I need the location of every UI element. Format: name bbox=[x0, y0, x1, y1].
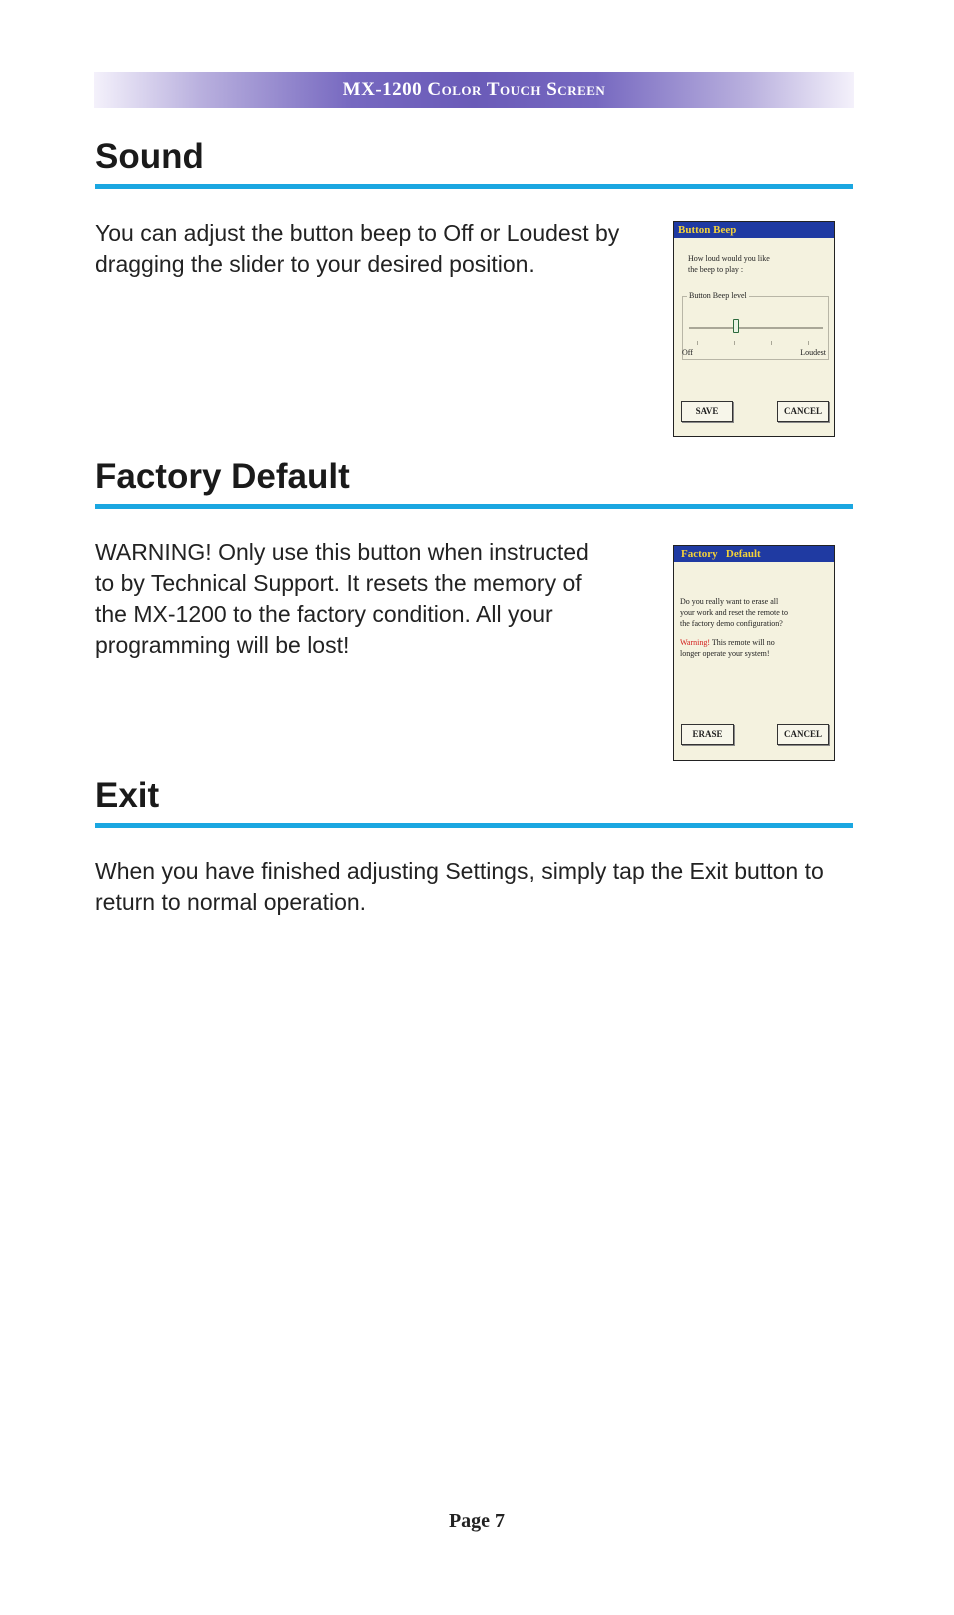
exit-description bbox=[95, 856, 824, 918]
header-banner bbox=[94, 72, 854, 108]
button-beep-screen bbox=[673, 221, 835, 437]
sound-description bbox=[95, 218, 619, 280]
sound-heading: Sound bbox=[95, 137, 204, 176]
factory-default-screen bbox=[673, 545, 835, 761]
question-line-2: your work and reset the remote to bbox=[680, 608, 788, 617]
slider-tick bbox=[808, 341, 809, 345]
question-line-3: the factory demo configuration? bbox=[680, 619, 783, 628]
prompt-line-2: the beep to play : bbox=[688, 265, 744, 274]
exit-heading: Exit bbox=[95, 776, 160, 815]
slider-tick bbox=[734, 341, 735, 345]
warning-label: Warning! bbox=[680, 638, 711, 647]
button-beep-prompt bbox=[688, 253, 770, 275]
page-number: Page 7 bbox=[448, 1510, 506, 1532]
beep-slider-thumb[interactable] bbox=[733, 319, 739, 333]
save-button[interactable]: SAVE bbox=[681, 401, 733, 422]
sound-line-2: dragging the slider to your desired position. bbox=[95, 251, 535, 277]
sound-rule bbox=[95, 184, 853, 189]
cancel-button[interactable]: CANCEL bbox=[777, 401, 829, 422]
prompt-line-1: How loud would you like bbox=[688, 254, 770, 263]
factory-line-4: programming will be lost! bbox=[95, 632, 350, 658]
question-line-1: Do you really want to erase all bbox=[680, 597, 779, 606]
factory-warning bbox=[680, 637, 775, 659]
exit-rule bbox=[95, 823, 853, 828]
beep-level-label: Button Beep level bbox=[689, 291, 747, 300]
banner-title: MX-1200 Color Touch Screen bbox=[342, 79, 606, 100]
slider-min-label: Off bbox=[682, 348, 693, 357]
button-beep-titlebar: Button Beep bbox=[674, 222, 834, 238]
factory-line-3: the MX-1200 to the factory condition. All your bbox=[95, 601, 553, 627]
sound-line-1: You can adjust the button beep to Off or Loudest by bbox=[95, 220, 620, 246]
warning-rest: This remote will no bbox=[711, 638, 775, 647]
erase-button[interactable]: ERASE bbox=[681, 724, 734, 745]
exit-line-1: When you have finished adjusting Settings, simply tap the Exit button to bbox=[95, 858, 824, 884]
beep-slider-track[interactable] bbox=[689, 327, 823, 329]
exit-line-2: return to normal operation. bbox=[95, 889, 367, 915]
slider-tick bbox=[697, 341, 698, 345]
factory-line-2: to by Technical Support. It resets the memory of bbox=[95, 570, 582, 596]
factory-question bbox=[680, 596, 788, 629]
cancel-button[interactable]: CANCEL bbox=[777, 724, 829, 745]
factory-default-rule bbox=[95, 504, 853, 509]
slider-max-label: Loudest bbox=[800, 348, 826, 357]
warning-line-2: longer operate your system! bbox=[680, 649, 770, 658]
factory-line-1: WARNING! Only use this button when instructed bbox=[95, 539, 589, 565]
factory-default-titlebar: Factory Default bbox=[674, 546, 834, 562]
factory-default-description bbox=[95, 537, 589, 661]
factory-default-heading: Factory Default bbox=[95, 457, 350, 496]
slider-tick bbox=[771, 341, 772, 345]
